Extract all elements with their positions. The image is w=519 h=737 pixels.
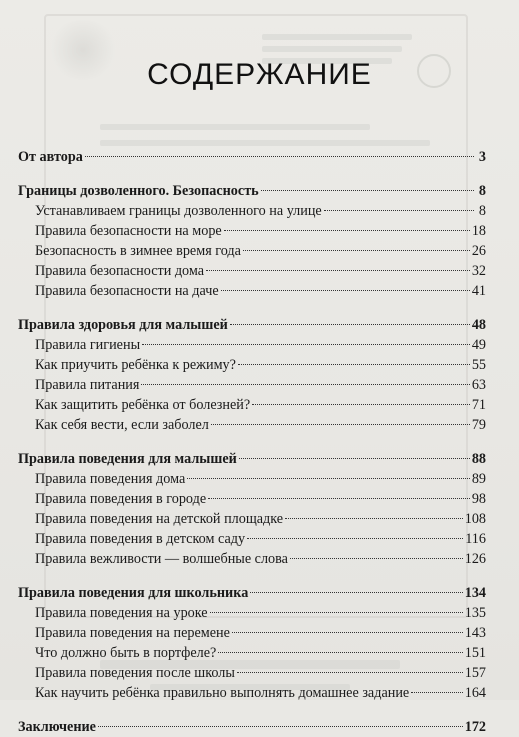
bleed-through-line — [100, 140, 430, 146]
toc-entry-title: Правила поведения на уроке — [35, 605, 208, 621]
toc-page-number: 32 — [471, 263, 486, 279]
toc-entry — [18, 469, 486, 489]
section-gap — [18, 569, 486, 583]
dot-leader — [141, 383, 469, 385]
toc-entry — [18, 415, 486, 435]
toc-page-number: 8 — [478, 203, 486, 219]
toc-entry-title: Как защитить ребёнка от болезней? — [35, 397, 251, 413]
dot-leader — [210, 611, 463, 613]
toc-entry — [18, 395, 486, 415]
dot-leader — [247, 537, 463, 539]
dot-leader — [208, 497, 470, 499]
toc-entry-title: Как научить ребёнка правильно выполнять домашнее задание — [35, 685, 410, 701]
toc-page-number: 98 — [471, 491, 486, 507]
toc-entry-title: От автора — [18, 149, 83, 165]
toc-page-number: 71 — [471, 397, 486, 413]
bleed-through-line — [262, 46, 402, 52]
toc-section-entry — [18, 315, 486, 335]
toc-entry — [18, 201, 486, 221]
dot-leader — [285, 517, 463, 519]
toc-entry-title: Правила вежливости — волшебные слова — [35, 551, 288, 567]
toc-entry — [18, 281, 486, 301]
toc-entry-title: Правила поведения на перемене — [35, 625, 230, 641]
toc-page-number: 26 — [471, 243, 486, 259]
dot-leader — [252, 403, 470, 405]
dot-leader — [250, 591, 462, 593]
toc-page-number: 18 — [471, 223, 486, 239]
dot-leader — [206, 269, 470, 271]
toc-entry-title: Правила безопасности на даче — [35, 283, 219, 299]
toc-page-number: 135 — [464, 605, 486, 621]
dot-leader — [239, 457, 470, 459]
dot-leader — [243, 249, 470, 251]
toc-entry — [18, 509, 486, 529]
toc-entry-title: Устанавливаем границы дозволенного на улице — [35, 203, 322, 219]
dot-leader — [142, 343, 470, 345]
dot-leader — [85, 155, 474, 157]
dot-leader — [187, 477, 470, 479]
toc-entry — [18, 549, 486, 569]
toc-section-entry — [18, 449, 486, 469]
toc-section-entry — [18, 583, 486, 603]
dot-leader — [261, 189, 474, 191]
toc-page-number: 151 — [464, 645, 486, 661]
toc-entry — [18, 663, 486, 683]
toc-page-number: 48 — [471, 317, 486, 333]
dot-leader — [290, 557, 463, 559]
toc-entry — [18, 375, 486, 395]
toc-page-number: 3 — [478, 149, 486, 165]
toc-section-entry — [18, 717, 486, 737]
dot-leader — [230, 323, 470, 325]
toc-section-entry — [18, 181, 486, 201]
dot-leader — [238, 363, 470, 365]
dot-leader — [221, 289, 470, 291]
toc-page-number: 143 — [464, 625, 486, 641]
toc-entry — [18, 261, 486, 281]
toc-entry-title: Границы дозволенного. Безопасность — [18, 183, 259, 199]
toc-entry-title: Заключение — [18, 719, 96, 735]
toc-entry-title: Правила поведения в городе — [35, 491, 207, 507]
toc-entry-title: Правила безопасности на море — [35, 223, 222, 239]
bleed-through-line — [262, 34, 412, 40]
toc-entry-title: Правила поведения для малышей — [18, 451, 237, 467]
toc-entry-title: Правила гигиены — [35, 337, 141, 353]
dot-leader — [211, 423, 470, 425]
toc-section-entry — [18, 147, 486, 167]
toc-entry-title: Правила поведения дома — [35, 471, 186, 487]
toc-page-number: 108 — [464, 511, 486, 527]
toc-entry-title: Правила здоровья для малышей — [18, 317, 228, 333]
toc-page-number: 55 — [471, 357, 486, 373]
dot-leader — [218, 651, 462, 653]
toc-page-number: 126 — [464, 551, 486, 567]
dot-leader — [324, 209, 474, 211]
toc-entry — [18, 529, 486, 549]
toc-entry-title: Как приучить ребёнка к режиму? — [35, 357, 236, 373]
section-gap — [18, 435, 486, 449]
dot-leader — [224, 229, 470, 231]
toc-entry-title: Правила безопасности дома — [35, 263, 205, 279]
toc-entry — [18, 489, 486, 509]
bleed-through-line — [100, 124, 370, 130]
page-title: СОДЕРЖАНИЕ — [147, 58, 372, 91]
toc-entry-title: Правила поведения в детском саду — [35, 531, 246, 547]
dot-leader — [232, 631, 463, 633]
toc-entry-title: Правила поведения на детской площадке — [35, 511, 284, 527]
toc-page-number: 41 — [471, 283, 486, 299]
table-of-contents — [18, 147, 486, 737]
toc-page-number: 164 — [464, 685, 486, 701]
section-gap — [18, 703, 486, 717]
toc-page-number: 79 — [471, 417, 486, 433]
toc-entry — [18, 241, 486, 261]
toc-entry-title: Правила поведения для школьника — [18, 585, 249, 601]
section-gap — [18, 167, 486, 181]
toc-entry — [18, 623, 486, 643]
toc-entry — [18, 683, 486, 703]
toc-page-number: 63 — [471, 377, 486, 393]
toc-entry — [18, 355, 486, 375]
toc-entry — [18, 603, 486, 623]
toc-page-number: 116 — [465, 531, 486, 547]
toc-page-number: 88 — [471, 451, 486, 467]
toc-page-number: 172 — [464, 719, 486, 735]
dot-leader — [98, 725, 463, 727]
toc-entry-title: Что должно быть в портфеле? — [35, 645, 217, 661]
dot-leader — [237, 671, 463, 673]
toc-page-number: 134 — [464, 585, 486, 601]
toc-entry-title: Правила питания — [35, 377, 140, 393]
toc-entry — [18, 221, 486, 241]
toc-entry — [18, 643, 486, 663]
toc-page-number: 8 — [478, 183, 486, 199]
toc-entry — [18, 335, 486, 355]
toc-entry-title: Безопасность в зимнее время года — [35, 243, 241, 259]
dot-leader — [411, 691, 462, 693]
toc-page-number: 89 — [471, 471, 486, 487]
toc-page-number: 49 — [471, 337, 486, 353]
section-gap — [18, 301, 486, 315]
toc-entry-title: Как себя вести, если заболел — [35, 417, 209, 433]
toc-entry-title: Правила поведения после школы — [35, 665, 235, 681]
toc-page-number: 157 — [464, 665, 486, 681]
